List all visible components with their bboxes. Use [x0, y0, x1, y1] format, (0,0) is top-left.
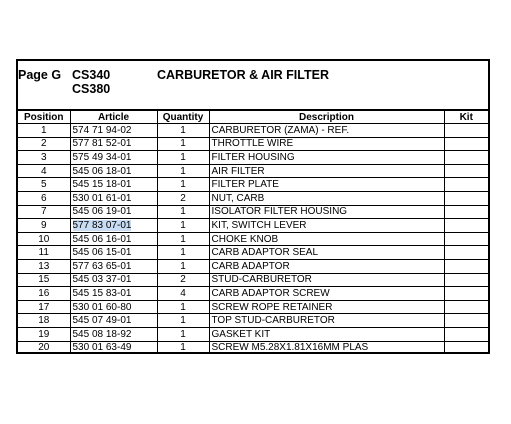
table-row[interactable]: [18, 164, 488, 178]
cell-quantity: 1: [157, 164, 209, 178]
cell-description: NUT, CARB: [209, 191, 444, 205]
cell-kit: [444, 178, 488, 192]
cell-position: 9: [18, 219, 70, 233]
section-title: CARBURETOR & AIR FILTER: [157, 68, 329, 82]
table-row[interactable]: [18, 341, 488, 354]
cell-article: 530 01 61-01: [70, 191, 157, 205]
cell-position: 3: [18, 151, 70, 165]
column-header-kit: Kit: [444, 111, 488, 124]
model-name-2: CS380: [72, 82, 111, 96]
cell-kit: [444, 219, 488, 233]
column-header-description: Description: [209, 111, 444, 124]
page-label: Page G: [18, 68, 62, 82]
cell-kit: [444, 259, 488, 273]
cell-position: 4: [18, 164, 70, 178]
cell-position: 13: [18, 259, 70, 273]
cell-description: TOP STUD-CARBURETOR: [209, 314, 444, 328]
table-row[interactable]: [18, 191, 488, 205]
cell-article: 545 06 18-01: [70, 164, 157, 178]
cell-kit: [444, 327, 488, 341]
cell-description: GASKET KIT: [209, 327, 444, 341]
selected-article-text[interactable]: 577 83 07-01: [72, 219, 132, 231]
cell-kit: [444, 273, 488, 287]
table-row[interactable]: [18, 151, 488, 165]
cell-quantity: 1: [157, 205, 209, 219]
cell-description: AIR FILTER: [209, 164, 444, 178]
cell-article: 545 15 18-01: [70, 178, 157, 192]
cell-quantity: 1: [157, 232, 209, 246]
cell-article: 545 08 18-92: [70, 327, 157, 341]
cell-article: 530 01 60-80: [70, 300, 157, 314]
cell-position: 17: [18, 300, 70, 314]
cell-description: KIT, SWITCH LEVER: [209, 219, 444, 233]
cell-kit: [444, 287, 488, 301]
cell-description: SCREW ROPE RETAINER: [209, 300, 444, 314]
column-header-position: Position: [18, 111, 70, 124]
cell-quantity: 1: [157, 300, 209, 314]
cell-description: ISOLATOR FILTER HOUSING: [209, 205, 444, 219]
cell-kit: [444, 151, 488, 165]
cell-article: 577 81 52-01: [70, 137, 157, 151]
cell-kit: [444, 341, 488, 354]
cell-quantity: 1: [157, 137, 209, 151]
table-row[interactable]: [18, 219, 488, 233]
cell-position: 16: [18, 287, 70, 301]
column-header-quantity: Quantity: [157, 111, 209, 124]
cell-position: 7: [18, 205, 70, 219]
cell-position: 20: [18, 341, 70, 354]
cell-position: 18: [18, 314, 70, 328]
table-header-row: [18, 111, 488, 124]
cell-description: CHOKE KNOB: [209, 232, 444, 246]
cell-kit: [444, 300, 488, 314]
cell-description: STUD-CARBURETOR: [209, 273, 444, 287]
table-row[interactable]: [18, 259, 488, 273]
cell-quantity: 1: [157, 259, 209, 273]
cell-quantity: 1: [157, 246, 209, 260]
cell-position: 5: [18, 178, 70, 192]
cell-article: 545 06 19-01: [70, 205, 157, 219]
cell-position: 15: [18, 273, 70, 287]
cell-kit: [444, 246, 488, 260]
cell-article: 545 03 37-01: [70, 273, 157, 287]
cell-description: FILTER PLATE: [209, 178, 444, 192]
table-row[interactable]: [18, 246, 488, 260]
table-row[interactable]: [18, 178, 488, 192]
cell-kit: [444, 314, 488, 328]
cell-article: 530 01 63-49: [70, 341, 157, 354]
cell-kit: [444, 232, 488, 246]
cell-description: CARB ADAPTOR SEAL: [209, 246, 444, 260]
table-row[interactable]: [18, 273, 488, 287]
cell-article: 574 71 94-02: [70, 124, 157, 138]
cell-position: 11: [18, 246, 70, 260]
table-row[interactable]: [18, 300, 488, 314]
table-row[interactable]: [18, 205, 488, 219]
cell-kit: [444, 191, 488, 205]
cell-article: 577 63 65-01: [70, 259, 157, 273]
model-name-1: CS340: [72, 68, 111, 82]
cell-position: 2: [18, 137, 70, 151]
cell-quantity: 1: [157, 151, 209, 165]
table-row[interactable]: [18, 137, 488, 151]
cell-quantity: 1: [157, 124, 209, 138]
cell-description: SCREW M5.28X1.81X16MM PLAS: [209, 341, 444, 354]
cell-description: THROTTLE WIRE: [209, 137, 444, 151]
cell-article: 545 07 49-01: [70, 314, 157, 328]
cell-position: 10: [18, 232, 70, 246]
cell-article: 545 06 16-01: [70, 232, 157, 246]
cell-quantity: 2: [157, 273, 209, 287]
cell-article: 545 06 15-01: [70, 246, 157, 260]
cell-article: 575 49 34-01: [70, 151, 157, 165]
cell-position: 1: [18, 124, 70, 138]
table-row[interactable]: [18, 287, 488, 301]
cell-quantity: 2: [157, 191, 209, 205]
table-row[interactable]: [18, 232, 488, 246]
cell-kit: [444, 124, 488, 138]
table-row[interactable]: [18, 124, 488, 138]
table-row[interactable]: [18, 314, 488, 328]
cell-kit: [444, 164, 488, 178]
cell-article: 545 15 83-01: [70, 287, 157, 301]
cell-quantity: 1: [157, 178, 209, 192]
cell-kit: [444, 205, 488, 219]
cell-description: CARBURETOR (ZAMA) - REF.: [209, 124, 444, 138]
cell-quantity: 1: [157, 219, 209, 233]
parts-table: [18, 111, 488, 354]
table-row[interactable]: [18, 327, 488, 341]
cell-quantity: 1: [157, 327, 209, 341]
cell-position: 19: [18, 327, 70, 341]
cell-description: CARB ADAPTOR SCREW: [209, 287, 444, 301]
cell-kit: [444, 137, 488, 151]
cell-article: [70, 219, 157, 233]
cell-description: FILTER HOUSING: [209, 151, 444, 165]
column-header-article: Article: [70, 111, 157, 124]
cell-quantity: 1: [157, 341, 209, 354]
cell-quantity: 4: [157, 287, 209, 301]
cell-position: 6: [18, 191, 70, 205]
cell-description: CARB ADAPTOR: [209, 259, 444, 273]
cell-quantity: 1: [157, 314, 209, 328]
